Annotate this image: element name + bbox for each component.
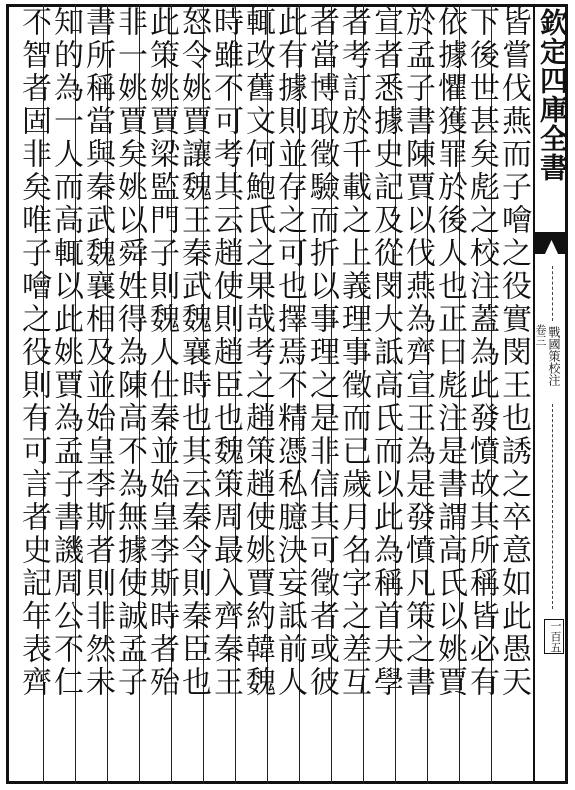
- text-column-10: 時雖不可考其云趙使則趙臣也魏策周最入齊秦王: [208, 6, 243, 699]
- dashed-rule: [552, 266, 553, 321]
- page-header-strip: [533, 4, 570, 784]
- text-column-1: 皆嘗伐燕而子噲之役實閔王也誘之卒意如此愚天: [496, 6, 531, 699]
- text-column-7: 者當博取徵驗而折以事理之是非信其可徵者或彼: [304, 6, 339, 699]
- book-title: 欽定四庫全書: [536, 8, 569, 182]
- volume-title: 戰國策校注: [547, 326, 561, 386]
- text-column-8: 此有據則並存之可也擇焉不精憑私臆決妄詆前人: [272, 6, 307, 699]
- text-column-5: 宣者悉據史記及從閔大詆高氏而以此為稱首夫學: [368, 6, 403, 699]
- text-column-6: 者考訂於千載之上義理事徵而已歲月名字之差互: [336, 6, 371, 699]
- text-column-15: 知的為一人而高輒以此姚賈為孟子書譏周公不仁: [48, 6, 83, 699]
- text-column-3: 依據懼獲罪於後人也正曰彪注是書謂高氏以姚賈: [432, 6, 467, 699]
- text-column-14: 書所稱當與秦武魏襄相及並始皇李斯者則非然未: [80, 6, 115, 699]
- page-number: 一百五: [544, 619, 564, 654]
- text-column-11: 怒令姚賈讓魏王秦武魏襄時也其云秦令則秦臣也: [176, 6, 211, 699]
- volume-number: 卷三: [534, 324, 547, 346]
- text-column-4: 於孟子書陳賈以伐燕為齊宣王為是發憤凡策之書: [400, 6, 435, 699]
- dashed-rule: [552, 404, 553, 609]
- text-column-12: 此策姚賈梁監門子則魏人仕秦並始皇李斯時者殆: [144, 6, 179, 699]
- text-column-9: 輒改舊文何鮑氏之果哉考之趙策趙使姚賈約韓魏: [240, 6, 275, 699]
- text-column-13: 非一姚賈矣姚以舜姓得為陳高不為無據使誠孟子: [112, 6, 147, 699]
- text-column-16: 不智者固非矣唯子噲之役則有可言者史記年表齊: [16, 6, 51, 699]
- text-column-2: 下後世甚矣彪之校注蓋為此發憤故其所稱皆必有: [464, 6, 499, 699]
